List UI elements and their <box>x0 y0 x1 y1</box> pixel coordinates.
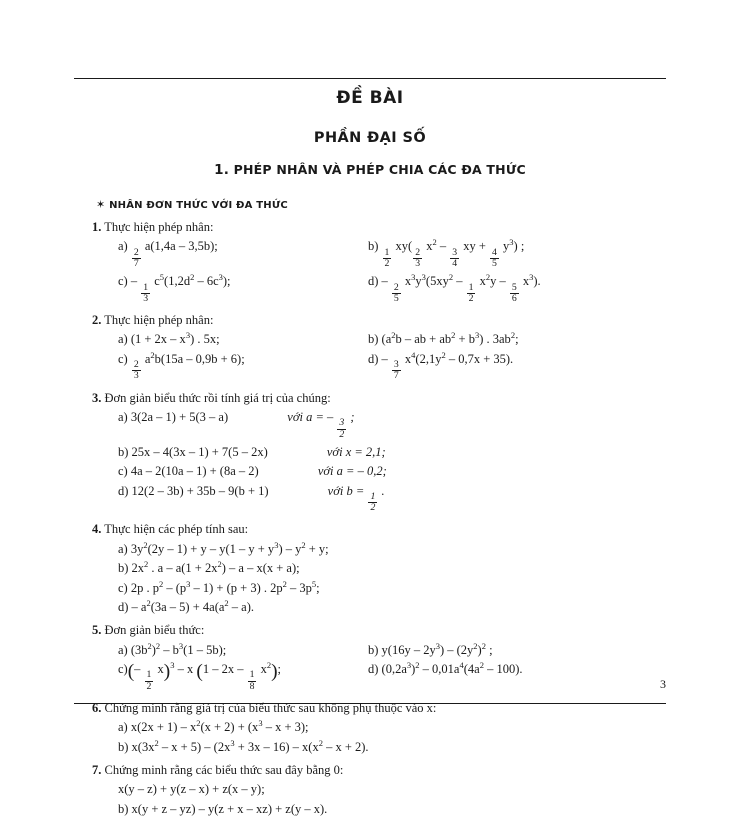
part-b: b) $x(3x^2 - x + 5) - (2x^3 + 3x - 16) - x(x^2 - x + 2)$. <box>118 737 369 754</box>
page-title: ĐỀ BÀI <box>336 88 404 108</box>
parts-row <box>118 349 666 382</box>
part-a: a) $\frac{2}{7}$ a(1,4a – 3,5b); <box>118 239 218 269</box>
part-d: d) $(0,2a^3)^2 - 0,01a^4(4a^2 - 100)$. <box>368 659 523 677</box>
exercise-title: Thực hiện các phép tính sau: <box>104 522 249 537</box>
part-a: x(y – z) + y(z – x) + z(x – y); <box>118 782 265 797</box>
part-a: a) $x(2x + 1) - x^2(x + 2) + (x^3 - x + 3)$; <box>118 718 309 735</box>
part-b: b) ($a^2b$ – ab + $ab^2 + b^3$) . $3ab^2$; <box>368 330 519 347</box>
exercise-heading <box>92 391 666 405</box>
exercise-number: 4. <box>92 522 102 537</box>
part-condition: với b = $\frac{1}{2}$ . <box>327 483 385 514</box>
topic-label: NHÂN ĐƠN THỨC VỚI ĐA THỨC <box>109 200 288 211</box>
exercise-2 <box>92 313 666 382</box>
bottom-rule <box>74 703 666 704</box>
subsection-number: 1. <box>214 162 230 178</box>
star-icon: ✶ <box>96 198 106 211</box>
part-c: c)(– $\frac{1}{2}$ x)$^3$ – x (1 – 2x – $\frac{1}{8}$ $x^2$); <box>118 659 282 692</box>
part-d: d) 12(2 – 3b) + 35b – 9(b + 1) với b = $\frac{1}{2}$ . <box>118 483 385 514</box>
exercise-number: 6. <box>92 700 102 715</box>
subsection-title <box>74 162 666 178</box>
exercise-title: Thực hiện phép nhân: <box>104 313 214 328</box>
exercise-heading <box>92 220 666 234</box>
part-c: c) 4a – 2(10a – 1) + (8a – 2) với a = – 0,2; <box>118 464 387 479</box>
exercise-title: Chứng minh rằng các biểu thức sau đây bằng 0: <box>104 763 344 778</box>
part-b: b) $y(16y - 2y^3) - (2y^2)^2$ ; <box>368 640 493 657</box>
part-c: c) – $\frac{1}{3}$ $c^5(1,2d^2 - 6c^3)$; <box>118 272 231 304</box>
exercise-parts <box>118 782 666 816</box>
exercise-parts <box>118 640 666 692</box>
exercise-number: 3. <box>92 390 102 405</box>
top-rule <box>74 78 666 79</box>
exercise-heading <box>92 763 666 777</box>
exercise-parts <box>118 720 666 754</box>
exercise-heading <box>92 313 666 327</box>
page-number: 3 <box>660 677 666 691</box>
part-d: $d) - a^2(3a - 5) + 4a(a^2 - a)$. <box>118 597 254 614</box>
parts-row <box>118 659 666 692</box>
exercise-number: 7. <box>92 763 102 778</box>
part-condition: với x = 2,1; <box>326 444 386 459</box>
part-b: b) 25x – 4(3x – 1) + 7(5 – 2x) với x = 2,1; <box>118 444 386 459</box>
subsection-label: PHÉP NHÂN VÀ PHÉP CHIA CÁC ĐA THỨC <box>233 162 526 177</box>
part-a: a) $3y^2(2y - 1) + y - y(1 - y + y^3) - y^2 + y$; <box>118 539 329 556</box>
part-c: c) 2p . $p^2 - (p^3 - 1) + (p + 3)$ . $2p^2 - 3p^5$; <box>118 578 320 595</box>
exercise-3 <box>92 391 666 514</box>
exercise-title: Đơn giản biểu thức rồi tính giá trị của chúng: <box>104 390 331 405</box>
exercise-parts <box>118 332 666 381</box>
exercise-heading <box>92 522 666 536</box>
exercise-4 <box>92 522 666 614</box>
part-condition: với a = – $\frac{3}{2}$ ; <box>287 410 355 440</box>
exercise-title: Đơn giản biểu thức: <box>104 623 205 638</box>
part-condition: với a = – 0,2; <box>317 464 387 479</box>
part-a: a) $(1 + 2x - x^3)$ . 5x; <box>118 330 220 347</box>
part-d: d) – $\frac{3}{7}$ $x^4(2,1y^2 - 0,7x + 35)$. <box>368 349 514 382</box>
part-b: b) $\frac{1}{2}$ xy( $\frac{2}{3}$ $x^2$ – $\frac{3}{4}$ xy + $\frac{4}{5}$ $y^3$) ; <box>368 237 525 269</box>
exercise-parts <box>118 410 666 513</box>
parts-row <box>118 640 666 657</box>
part-a: a) 3(2a – 1) + 5(3 – a) với a = – $\frac{3}{2}$ ; <box>118 410 355 440</box>
exercise-parts <box>118 239 666 304</box>
exercise-number: 2. <box>92 313 102 328</box>
exercise-7 <box>92 763 666 816</box>
part-c: c) $\frac{2}{3}$ $a^2b(15a - 0,9b + 6)$; <box>118 349 245 382</box>
part-b: b) $2x^2$ . $a - a(1 + 2x^2) - a - x(x + a)$; <box>118 559 300 576</box>
exercise-5 <box>92 623 666 692</box>
exercise-heading <box>92 623 666 637</box>
exercise-title: Chứng minh rằng giá trị của biểu thức sau không phụ thuộc vào x: <box>104 700 437 715</box>
topic-heading <box>96 198 666 211</box>
part-a: a) $(3b^2)^2 - b^3(1 - 5b)$; <box>118 640 227 657</box>
exercise-1 <box>92 220 666 304</box>
exercise-title: Thực hiện phép nhân: <box>104 220 214 234</box>
exercise-parts <box>118 539 666 615</box>
parts-row <box>118 274 666 304</box>
exercise-6 <box>92 701 666 754</box>
section-title: PHẦN ĐẠI SỐ <box>313 130 427 146</box>
exercise-number: 1. <box>92 220 102 234</box>
part-d: d) – $\frac{2}{5}$ $x^3y^3(5xy^2$ – $\frac{1}{2}$ $x^2y$ – $\frac{5}{6}$ $x^3$). <box>368 272 541 304</box>
parts-row <box>118 239 666 269</box>
parts-row <box>118 332 666 346</box>
part-b: b) x(y + z – yz) – y(z + x – xz) + z(y – x). <box>118 801 328 816</box>
exercise-number: 5. <box>92 623 102 638</box>
